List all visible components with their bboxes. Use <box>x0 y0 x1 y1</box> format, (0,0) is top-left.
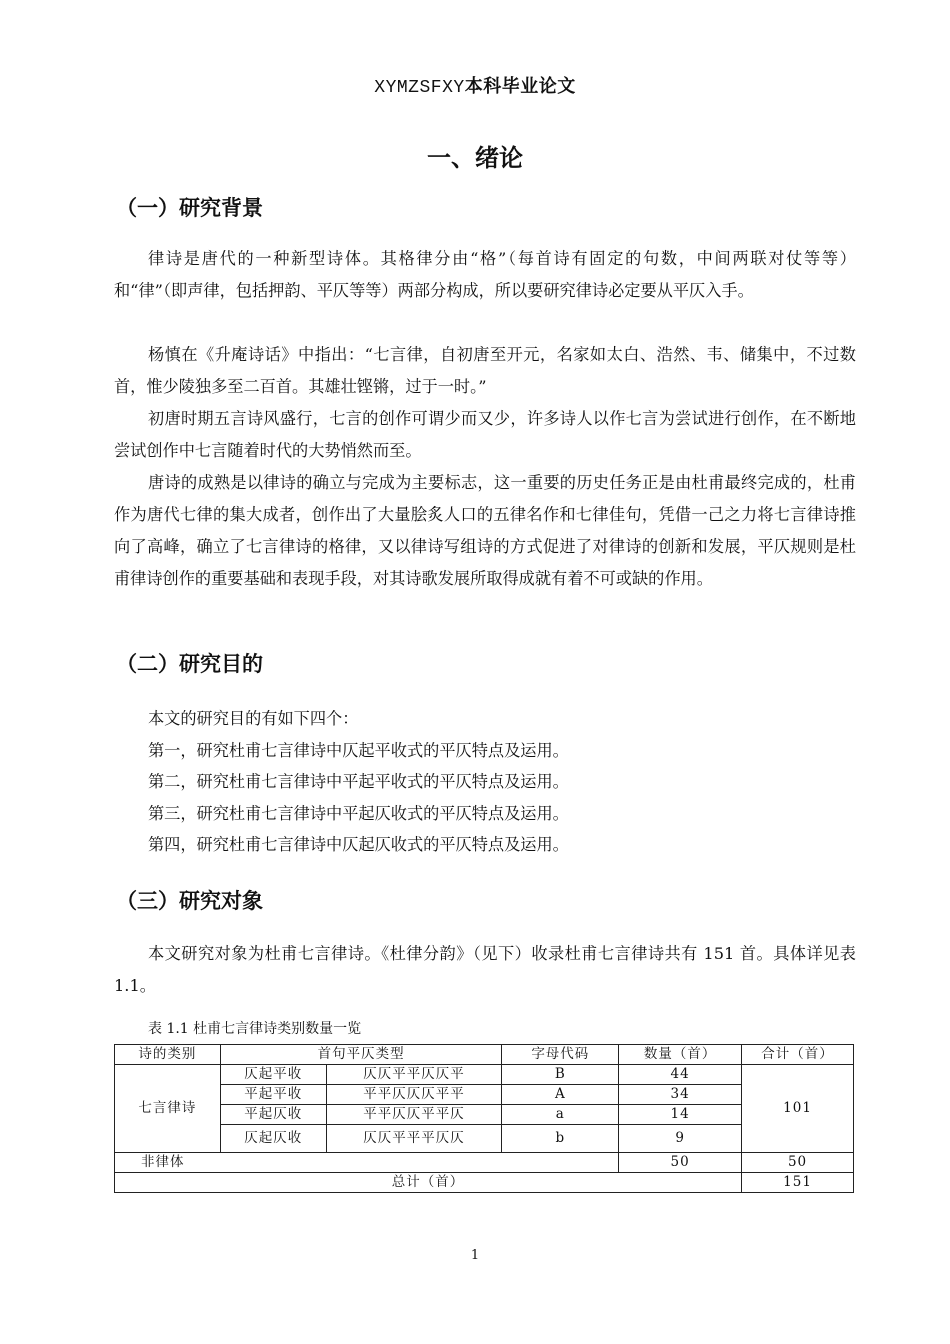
page-number: 1 <box>470 1248 480 1263</box>
list-line: 第二，研究杜甫七言律诗中平起平收式的平仄特点及运用。 <box>148 772 569 791</box>
type-cell: 仄起平收 <box>220 1065 326 1085</box>
header-latin: XYMZSFXY <box>374 78 465 98</box>
paragraph: 杨慎在《升庵诗话》中指出：“七言律，自初唐至开元，名家如太白、浩然、韦、储集中，不过数首，惟少陵独多至二百首。其雄壮铿锵，过于一时。” <box>114 345 856 396</box>
code-cell: b <box>502 1125 619 1153</box>
table-row-grand-total <box>115 1173 854 1193</box>
header-cell: 合计（首） <box>742 1045 854 1065</box>
count-cell: 44 <box>619 1065 742 1085</box>
nonlv-label-cell: 非律体 <box>115 1153 619 1173</box>
list-line: 第四，研究杜甫七言律诗中仄起仄收式的平仄特点及运用。 <box>148 835 569 854</box>
type-cell: 平起仄收 <box>220 1105 326 1125</box>
group-total-cell: 101 <box>742 1065 854 1153</box>
running-header <box>0 72 950 98</box>
paragraph: 唐诗的成熟是以律诗的确立与完成为主要标志，这一重要的历史任务正是由杜甫最终完成的，杜甫作为唐代七律的集大成者，创作出了大量脍炙人口的五律名作和七律佳句，凭借一己之力将七言律诗推向了高峰，确立了七言律诗的格律，又以律诗写组诗的方式促进了对律诗的创新和发展，平仄规则是杜甫律诗创作的重要基础和表现手段，对其诗歌发展所取得成就有着不可或缺的作用。 <box>114 473 856 588</box>
paragraph: 律诗是唐代的一种新型诗体。其格律分由“格”（每首诗有固定的句数，中间两联对仗等等）和“律”（即声律，包括押韵、平仄等等）两部分构成，所以要研究律诗必定要从平仄入手。 <box>114 249 856 300</box>
count-cell: 14 <box>619 1105 742 1125</box>
pattern-cell: 仄仄平平仄仄平 <box>326 1065 502 1085</box>
header-cn: 本科毕业论文 <box>464 76 576 97</box>
pattern-cell: 平平仄仄仄平平 <box>326 1085 502 1105</box>
type-cell: 平起平收 <box>220 1085 326 1105</box>
count-cell: 9 <box>619 1125 742 1153</box>
header-cell: 字母代码 <box>502 1045 619 1065</box>
count-cell: 34 <box>619 1085 742 1105</box>
table-row-nonlv <box>115 1153 854 1173</box>
code-cell: B <box>502 1065 619 1085</box>
header-cell: 数量（首） <box>619 1045 742 1065</box>
grand-total-label-cell: 总计（首） <box>115 1173 742 1193</box>
table-row <box>115 1065 854 1085</box>
header-cell: 诗的类别 <box>115 1045 221 1065</box>
type-cell: 仄起仄收 <box>220 1125 326 1153</box>
list-line: 第一，研究杜甫七言律诗中仄起平收式的平仄特点及运用。 <box>148 741 569 760</box>
section-title-purpose: （二）研究目的 <box>116 652 263 676</box>
code-cell: A <box>502 1085 619 1105</box>
list-line: 第三，研究杜甫七言律诗中平起仄收式的平仄特点及运用。 <box>148 804 569 823</box>
pattern-cell: 平平仄仄平平仄 <box>326 1105 502 1125</box>
pattern-cell: 仄仄平平平仄仄 <box>326 1125 502 1153</box>
code-cell: a <box>502 1105 619 1125</box>
table-caption: 表 1.1 杜甫七言律诗类别数量一览 <box>148 1021 362 1037</box>
section-title-object: （三）研究对象 <box>116 889 263 913</box>
group-label-cell: 七言律诗 <box>115 1065 221 1153</box>
nonlv-count-cell: 50 <box>619 1153 742 1173</box>
paragraph: 本文研究对象为杜甫七言律诗。《杜律分韵》（见下）收录杜甫七言律诗共有 151 首。具体详见表 1.1。 <box>114 944 856 995</box>
section-title-background: （一）研究背景 <box>116 196 263 220</box>
category-table <box>114 1044 854 1193</box>
chapter-title: 一、绪论 <box>427 144 523 172</box>
nonlv-total-cell: 50 <box>742 1153 854 1173</box>
table-header-row <box>115 1045 854 1065</box>
paragraph: 初唐时期五言诗风盛行，七言的创作可谓少而又少，许多诗人以作七言为尝试进行创作，在不断地尝试创作中七言随着时代的大势悄然而至。 <box>114 409 856 460</box>
list-line: 本文的研究目的有如下四个： <box>148 709 359 728</box>
header-cell: 首句平仄类型 <box>220 1045 502 1065</box>
grand-total-cell: 151 <box>742 1173 854 1193</box>
